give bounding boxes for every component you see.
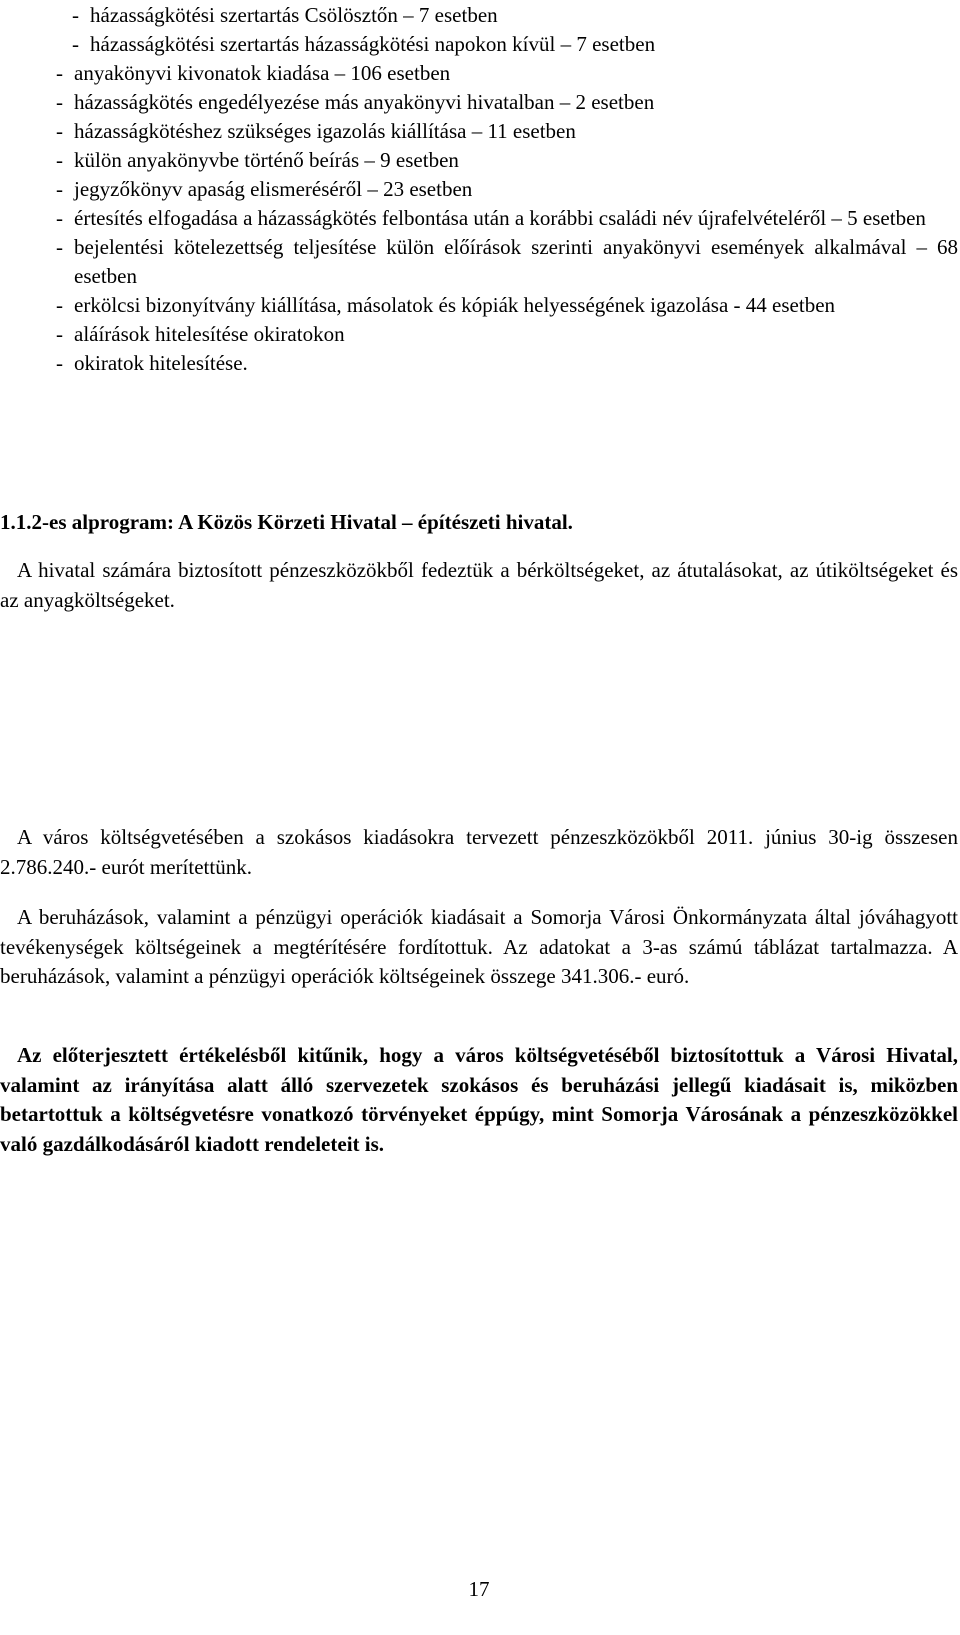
paragraph-budget-spending: A város költségvetésében a szokásos kiadásokra tervezett pénzeszközökből 2011. június 30-ig összesen 2.786.240.- eurót merítettünk. [0, 825, 958, 879]
list-item [56, 146, 958, 175]
list-item-text: házasságkötés engedélyezése más anyakönyvi hivatalban – 2 esetben [74, 90, 655, 114]
list-item [56, 59, 958, 88]
list-item-text: anyakönyvi kivonatok kiadása – 106 esetben [74, 61, 451, 85]
list-dash: - [56, 293, 63, 317]
list-dash: - [56, 119, 63, 143]
list-dash: - [56, 235, 63, 259]
list-item-text: értesítés elfogadása a házasságkötés felbontása után a korábbi családi név újrafelvételéről – 5 esetben [74, 206, 926, 230]
paragraph-investments: A beruházások, valamint a pénzügyi operációk kiadásait a Somorja Városi Önkormányzata által jóváhagyott tevékenységek költségeinek a megtérítésére fordítottuk. Az adatokat a 3-as számú táblázat tartalmazza. A beruházások, valamint a pénzügyi operációk költségeinek összege 341.306.- euró. [0, 905, 958, 988]
paragraph-funding: A hivatal számára biztosított pénzeszközökből fedeztük a bérköltségeket, az átutalásokat, az útiköltségeket és az anyagköltségeket. [0, 558, 958, 612]
list-item [56, 1, 958, 30]
list-dash: - [56, 90, 63, 114]
list-item-text: házasságkötési szertartás Csölösztőn – 7 esetben [90, 3, 498, 27]
list-dash: - [56, 148, 63, 172]
activity-list [56, 1, 958, 378]
list-dash: - [72, 32, 79, 56]
list-item-text: okiratok hitelesítése. [74, 351, 248, 375]
list-item [56, 30, 958, 59]
list-item-text: bejelentési kötelezettség teljesítése külön előírások szerinti anyakönyvi események alkalmával – 68 esetben [74, 235, 958, 288]
section-heading: 1.1.2-es alprogram: A Közös Körzeti Hivatal – építészeti hivatal. [0, 510, 573, 534]
list-item-text: jegyzőkönyv apaság elismeréséről – 23 esetben [74, 177, 473, 201]
list-item [56, 175, 958, 204]
list-item-text: házasságkötéshez szükséges igazolás kiállítása – 11 esetben [74, 119, 576, 143]
list-item [56, 88, 958, 117]
list-item-text: aláírások hitelesítése okiratokon [74, 322, 345, 346]
list-dash: - [56, 61, 63, 85]
list-dash: - [56, 206, 63, 230]
list-dash: - [56, 351, 63, 375]
list-item-text: külön anyakönyvbe történő beírás – 9 esetben [74, 148, 459, 172]
list-item [56, 320, 958, 349]
list-dash: - [56, 322, 63, 346]
list-dash: - [72, 3, 79, 27]
list-item [56, 233, 958, 291]
page-number-text: 17 [468, 1577, 490, 1601]
list-item [56, 291, 958, 320]
list-item-text: házasságkötési szertartás házasságkötési napokon kívül – 7 esetben [90, 32, 656, 56]
list-item [56, 349, 958, 378]
paragraph-conclusion: Az előterjesztett értékelésből kitűnik, hogy a város költségvetéséből biztosítottuk a Városi Hivatal, valamint az irányítása alatt álló szervezetek szokásos és beruházási jellegű kiadásait is, miközben betartottuk a költségvetésre vonatkozó törvényeket éppúgy, mint Somorja Városának a pénzeszközökkel való gazdálkodásáról kiadott rendeleteit is. [0, 1043, 958, 1156]
list-dash: - [56, 177, 63, 201]
list-item-text: erkölcsi bizonyítvány kiállítása, másolatok és kópiák helyességének igazolása - 44 esetben [74, 293, 836, 317]
list-item [56, 204, 958, 233]
list-item [56, 117, 958, 146]
page-number [0, 1575, 960, 1604]
